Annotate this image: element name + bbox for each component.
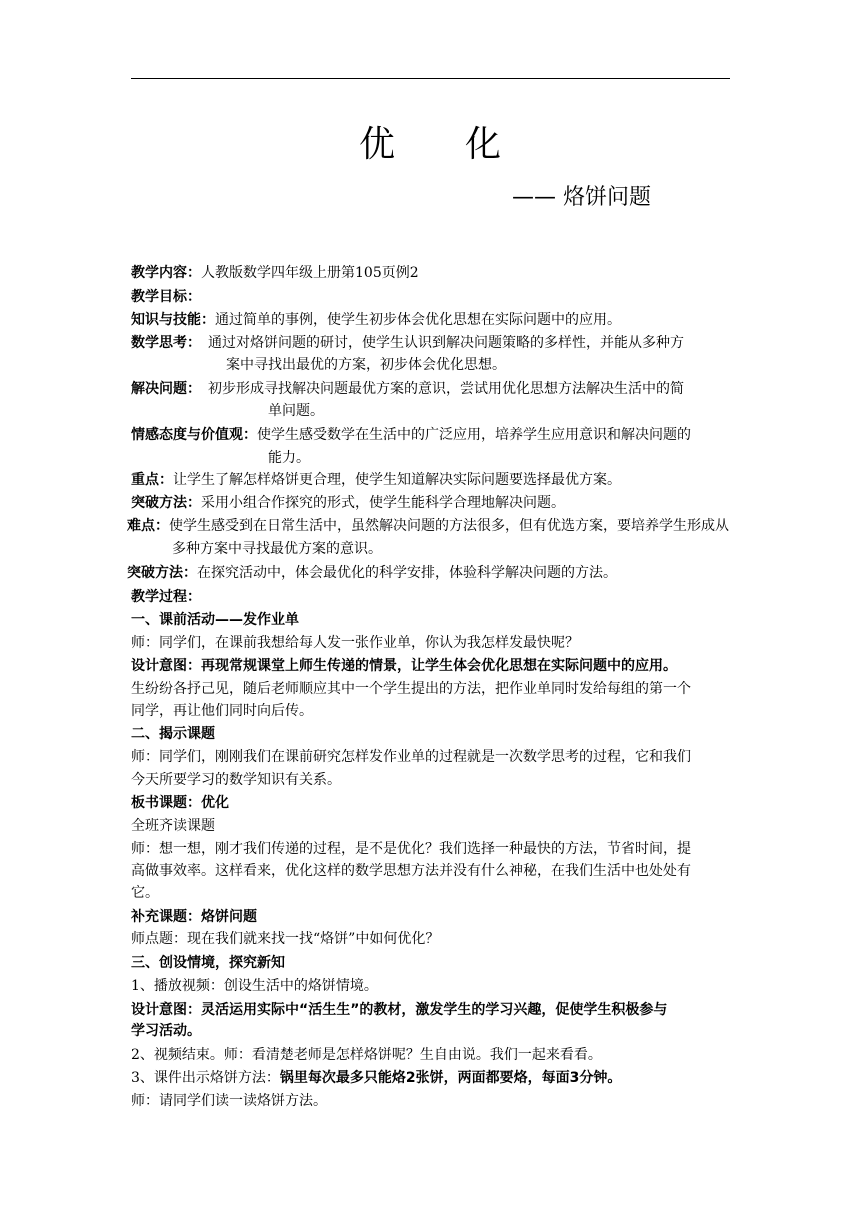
text-line [268,402,324,420]
text-line [131,794,229,812]
line-label: 教学目标： [131,289,201,305]
line-text: 使学生感受数学在生活中的广泛应用，培养学生应用意识和解决问题的 [257,427,691,443]
line-label: 知识与技能： [131,312,215,328]
text-line [131,884,159,902]
line-text: 师：同学们，刚刚我们在课前研究怎样发作业单的过程就是一次数学思考的过程，它和我们 [131,749,691,765]
line-label: 重点： [131,472,173,488]
line-text: 高做事效率。这样看来，优化这样的数学思想方法并没有什么神秘，在我们生活中也处处有 [131,863,691,879]
line-text: 师：同学们，在课前我想给每人发一张作业单，你认为我怎样发最快呢？ [131,635,579,651]
text-line [131,611,299,629]
text-line [131,702,313,720]
text-line [131,380,684,398]
line-text: 能力。 [268,450,310,466]
text-line [131,771,341,789]
line-text: 师点题：现在我们就来找一找“烙饼”中如何优化？ [131,931,440,947]
line-text: 1、播放视频：创设生活中的烙饼情境。 [131,978,378,994]
line-bold-text: 锅里每次最多只能烙2张饼，两面都要烙，每面3分钟。 [279,1070,622,1086]
line-text: 采用小组合作探究的形式，使学生能科学合理地解决问题。 [201,495,565,511]
line-text: 通过对烙饼问题的研讨，使学生认识到解决问题策略的多样性，并能从多种方 [194,335,684,351]
line-text: 师：想一想，刚才我们传递的过程，是不是优化？我们选择一种最快的方法，节省时间，提 [131,841,691,857]
line-text: 让学生了解怎样烙饼更合理，使学生知道解决实际问题要选择最优方案。 [173,472,621,488]
line-label: 情感态度与价值观： [131,427,257,443]
line-text: 3、课件出示烙饼方法： [131,1070,280,1086]
line-label: 设计意图：再现常规课堂上师生传递的情景，让学生体会优化思想在实际问题中的应用。 [131,658,677,674]
line-label: 解决问题： [131,381,194,397]
line-text: 人教版数学四年级上册第105页例2 [201,265,419,281]
line-text: 单问题。 [268,403,324,419]
text-line [131,288,201,306]
line-label: 突破方法： [127,565,197,581]
text-line [127,517,729,535]
text-line [131,1046,602,1064]
line-text: 全班齐读课题 [131,818,215,834]
text-line [226,356,506,374]
line-text: 2、视频结束。师：看清楚老师是怎样烙饼呢？生自由说。我们一起来看看。 [131,1047,602,1063]
text-line [131,426,691,444]
text-line [131,334,684,352]
line-text: 案中寻找出最优的方案，初步体会优化思想。 [226,357,506,373]
page-subtitle: —— 烙饼问题 [512,185,651,210]
line-text: 通过简单的事例，使学生初步体会优化思想在实际问题中的应用。 [215,312,621,328]
text-line [131,930,439,948]
text-line [131,908,257,926]
line-label: 难点： [127,518,169,534]
text-line [131,1001,667,1019]
header-rule [131,78,730,79]
text-line [131,1022,201,1040]
text-line [131,725,215,743]
text-line [131,264,419,282]
text-line [131,588,201,606]
line-label: 三、创设情境，探究新知 [131,955,285,971]
line-label: 补充课题：烙饼问题 [131,909,257,925]
line-text: 使学生感受到在日常生活中，虽然解决问题的方法很多，但有优选方案，要培养学生形成从 [169,518,729,534]
line-text: 师：请同学们读一读烙饼方法。 [131,1093,327,1109]
line-text: 多种方案中寻找最优方案的意识。 [172,541,382,557]
text-line [131,1069,621,1087]
title-char-1: 优 [358,124,395,165]
text-line [131,748,691,766]
text-line [131,494,565,512]
text-line [172,540,382,558]
text-line [131,862,691,880]
text-line [127,564,617,582]
line-text: 在探究活动中，体会最优化的科学安排，体验科学解决问题的方法。 [197,565,617,581]
line-label: 板书课题：优化 [131,795,229,811]
text-line [131,1092,327,1110]
line-text: 生纷纷各抒己见，随后老师顺应其中一个学生提出的方法，把作业单同时发给每组的第一个 [131,681,691,697]
line-label: 二、揭示课题 [131,726,215,742]
text-line [268,449,310,467]
line-label: 教学内容： [131,265,201,281]
text-line [131,634,579,652]
line-label: 突破方法： [131,495,201,511]
text-line [131,680,691,698]
line-label: 数学思考： [131,335,194,351]
page-title [0,116,860,167]
line-text: 同学，再让他们同时向后传。 [131,703,313,719]
text-line [131,977,378,995]
line-label: 设计意图：灵活运用实际中“活生生”的教材，激发学生的学习兴趣，促使学生积极参与 [131,1002,668,1018]
line-text: 今天所要学习的数学知识有关系。 [131,772,341,788]
text-line [131,311,621,329]
line-label: 一、课前活动——发作业单 [131,612,299,628]
title-char-2: 化 [465,124,502,165]
text-line [131,657,677,675]
line-label: 学习活动。 [131,1023,201,1039]
line-text: 初步形成寻找解决问题最优方案的意识，尝试用优化思想方法解决生活中的简 [194,381,684,397]
text-line [131,817,215,835]
text-line [131,840,691,858]
text-line [131,954,285,972]
text-line [131,471,621,489]
line-text: 它。 [131,885,159,901]
line-label: 教学过程： [131,589,201,605]
